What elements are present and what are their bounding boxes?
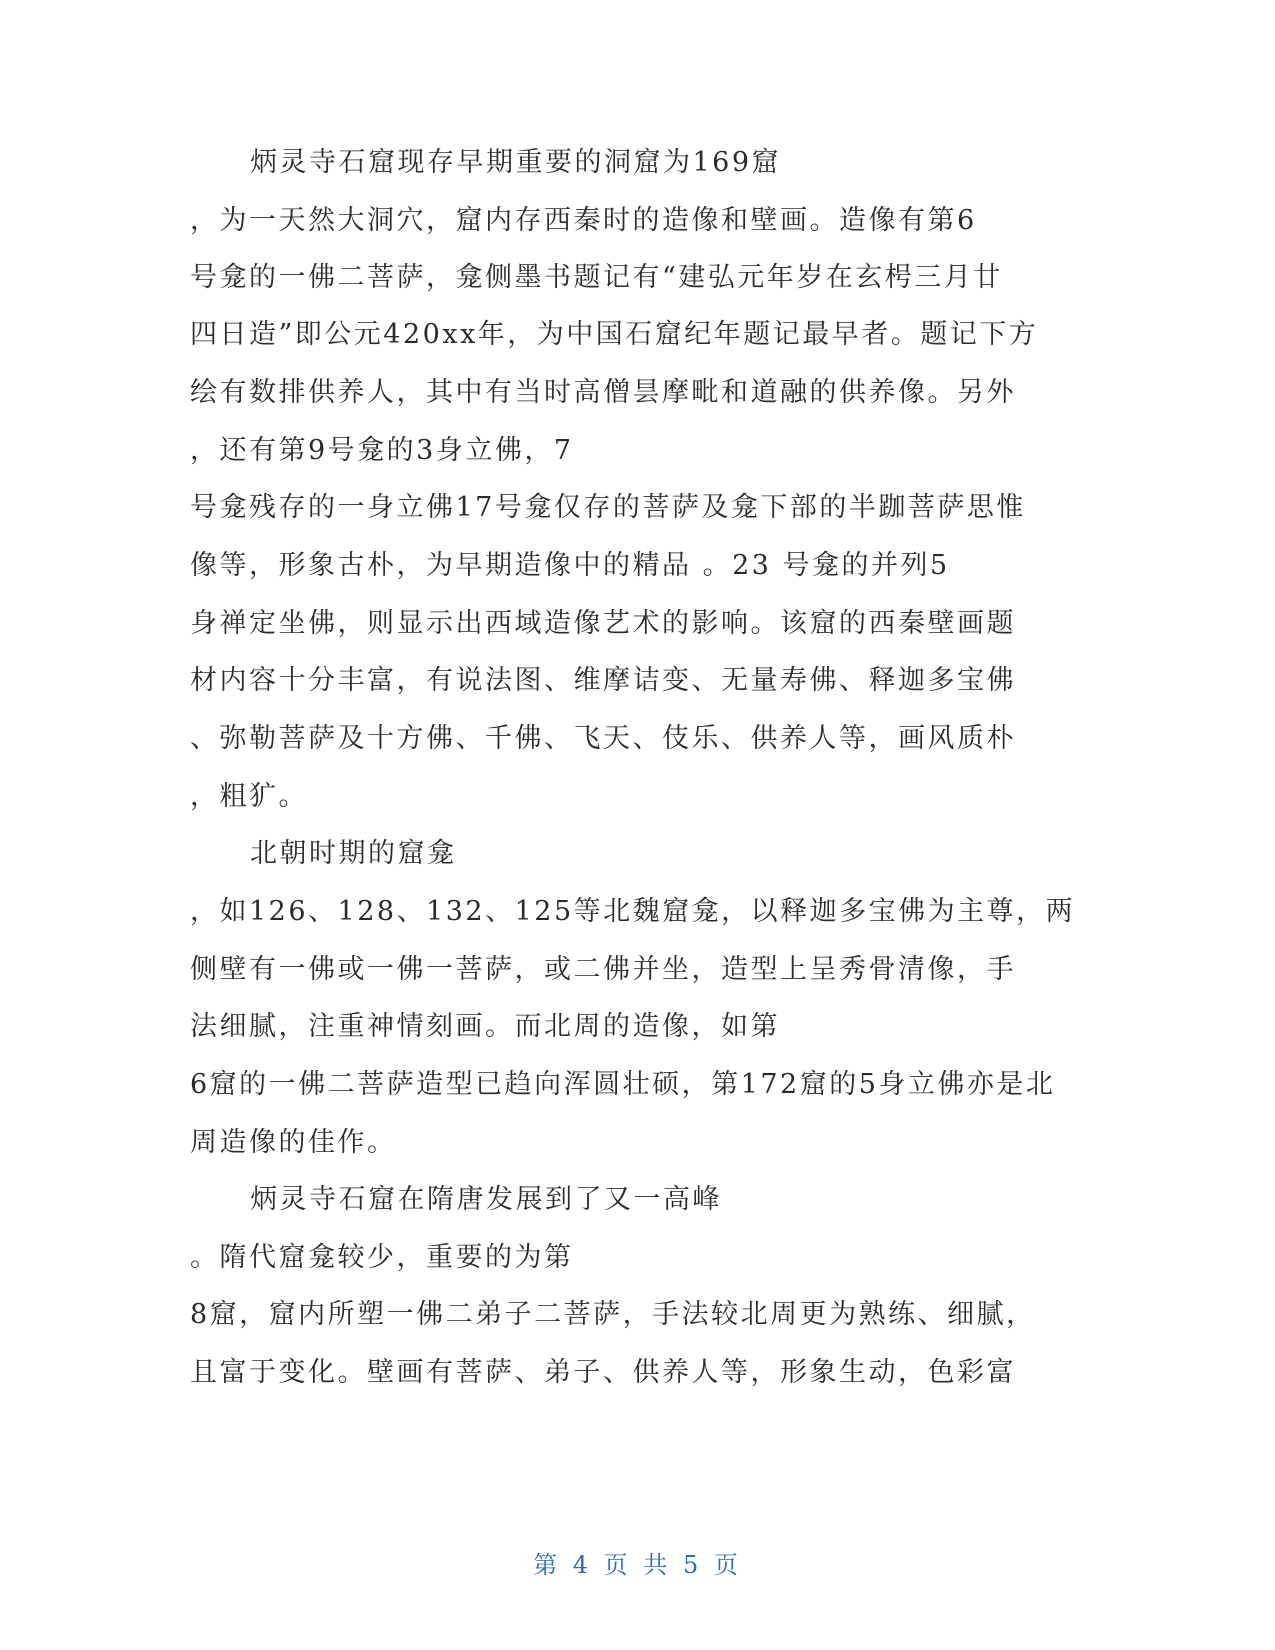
- paragraph-line: 绘有数排供养人，其中有当时高僧昙摩毗和道融的供养像。另外: [190, 377, 1016, 408]
- paragraph-line: 号龛残存的一身立佛17号龛仅存的菩萨及龛下部的半跏菩萨思惟: [190, 492, 1026, 523]
- paragraph-line: 四日造”即公元420xx年，为中国石窟纪年题记最早者。题记下方: [190, 319, 1039, 350]
- paragraph-line: 周造像的佳作。: [190, 1127, 397, 1158]
- paragraph-line: 号龛的一佛二菩萨，龛侧墨书题记有“建弘元年岁在玄枵三月廿: [190, 262, 1003, 293]
- paragraph-line: ，还有第9号龛的3身立佛，7: [190, 435, 574, 466]
- page-number-footer: 第 4 页 共 5 页: [533, 1551, 742, 1579]
- paragraph-line: 且富于变化。壁画有菩萨、弟子、供养人等，形象生动，色彩富: [190, 1357, 1016, 1388]
- paragraph-line: 材内容十分丰富，有说法图、维摩诘变、无量寿佛、释迦多宝佛: [190, 665, 1016, 696]
- paragraph-line: 炳灵寺石窟在隋唐发展到了又一高峰: [250, 1184, 722, 1215]
- paragraph-line: 6窟的一佛二菩萨造型已趋向浑圆壮硕，第172窟的5身立佛亦是北: [190, 1069, 1056, 1100]
- paragraph-line: 北朝时期的窟龛: [250, 838, 457, 869]
- paragraph-line: 法细腻，注重神情刻画。而北周的造像，如第: [190, 1011, 780, 1042]
- paragraph-line: 。隋代窟龛较少，重要的为第: [190, 1242, 574, 1273]
- paragraph-line: 像等，形象古朴，为早期造像中的精品 。23 号龛的并列5: [190, 550, 950, 581]
- paragraph-line: 、弥勒菩萨及十方佛、千佛、飞天、伎乐、供养人等，画风质朴: [190, 723, 1016, 754]
- paragraph-line: 炳灵寺石窟现存早期重要的洞窟为169窟: [250, 147, 782, 178]
- paragraph-line: 8窟，窟内所塑一佛二弟子二菩萨，手法较北周更为熟练、细腻，: [190, 1299, 1036, 1330]
- paragraph-line: ，为一天然大洞穴，窟内存西秦时的造像和壁画。造像有第6: [190, 205, 977, 236]
- paragraph-line: ，粗犷。: [190, 781, 308, 812]
- paragraph-line: ，如126、128、132、125等北魏窟龛，以释迦多宝佛为主尊，两: [190, 896, 1076, 927]
- paragraph-line: 身禅定坐佛，则显示出西域造像艺术的影响。该窟的西秦壁画题: [190, 608, 1016, 639]
- paragraph-line: 侧壁有一佛或一佛一菩萨，或二佛并坐，造型上呈秀骨清像，手: [190, 954, 1016, 985]
